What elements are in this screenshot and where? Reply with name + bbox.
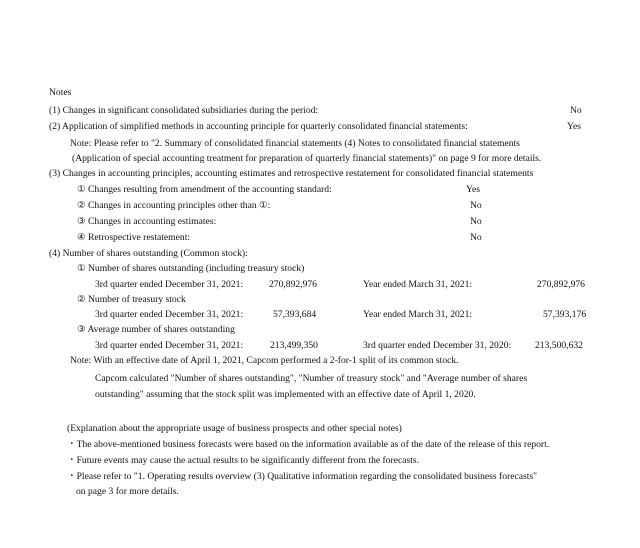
item4-sub2-right-label: Year ended March 31, 2021: (363, 309, 473, 320)
item4-note-line3: outstanding" assuming that the stock split was implemented with an effective date of April 1, 2020. (95, 389, 476, 400)
item4-sub3-right-value: 213,500,632 (535, 340, 583, 351)
explanation-bullet3-line1: ・Please refer to "1. Operating results overview (3) Qualitative information regarding the consolidated business forecasts" (67, 471, 538, 482)
item2-value: Yes (567, 121, 581, 132)
item2-note-line1: Note: Please refer to "2. Summary of consolidated financial statements (4) Notes to consolidated financial statements (70, 138, 520, 149)
item4-sub3-left-label: 3rd quarter ended December 31, 2021: (95, 340, 244, 351)
item4-sub1-left-label: 3rd quarter ended December 31, 2021: (95, 279, 244, 290)
notes-heading: Notes (49, 87, 72, 98)
item2-label: (2) Application of simplified methods in accounting principle for quarterly consolidated financial statements: (49, 121, 468, 132)
item4-label: (4) Number of shares outstanding (Common stock): (49, 248, 248, 259)
item4-sub1-title: ① Number of shares outstanding (including treasury stock) (77, 263, 305, 274)
item4-sub3-left-value: 213,499,350 (270, 340, 318, 351)
item3-row4-label: ④ Retrospective restatement: (77, 232, 191, 243)
item3-row3-value: No (470, 216, 482, 227)
item4-sub3-right-label: 3rd quarter ended December 31, 2020: (363, 340, 512, 351)
item4-sub2-left-value: 57,393,684 (273, 309, 317, 320)
item3-row1-label: ① Changes resulting from amendment of the accounting standard: (77, 184, 332, 195)
item1-label: (1) Changes in significant consolidated subsidiaries during the period: (49, 105, 319, 116)
item4-sub2-title: ② Number of treasury stock (77, 294, 186, 305)
item2-note-line2: (Application of special accounting treatment for preparation of quarterly financial statements)" on page 9 for more details. (72, 153, 542, 164)
item4-note-line1: Note: With an effective date of April 1, 2021, Capcom performed a 2-for-1 split of its common stock. (70, 355, 459, 366)
item4-sub1-right-value: 270,892,976 (537, 279, 585, 290)
item3-row2-value: No (470, 200, 482, 211)
explanation-bullet1: ・The above-mentioned business forecasts were based on the information available as of the date of the release of this report. (67, 439, 550, 450)
item3-row2-label: ② Changes in accounting principles other than ①: (77, 200, 271, 211)
item1-value: No (570, 105, 582, 116)
item4-note-line2: Capcom calculated "Number of shares outstanding", "Number of treasury stock" and "Average number of shares (95, 373, 528, 384)
item3-row3-label: ③ Changes in accounting estimates: (77, 216, 217, 227)
item3-label: (3) Changes in accounting principles, accounting estimates and retrospective restatement for consolidated financial statements (49, 168, 534, 179)
explanation-heading: (Explanation about the appropriate usage of business prospects and other special notes) (67, 423, 402, 434)
explanation-bullet2: ・Future events may cause the actual results to be significantly different from the forecasts. (67, 455, 420, 466)
item4-sub2-right-value: 57,393,176 (543, 309, 587, 320)
item4-sub1-right-label: Year ended March 31, 2021: (363, 279, 473, 290)
item3-row1-value: Yes (466, 184, 480, 195)
explanation-bullet3-line2: on page 3 for more details. (76, 486, 179, 497)
item4-sub2-left-label: 3rd quarter ended December 31, 2021: (95, 309, 244, 320)
item4-sub3-title: ③ Average number of shares outstanding (77, 324, 235, 335)
item4-sub1-left-value: 270,892,976 (269, 279, 317, 290)
item3-row4-value: No (470, 232, 482, 243)
